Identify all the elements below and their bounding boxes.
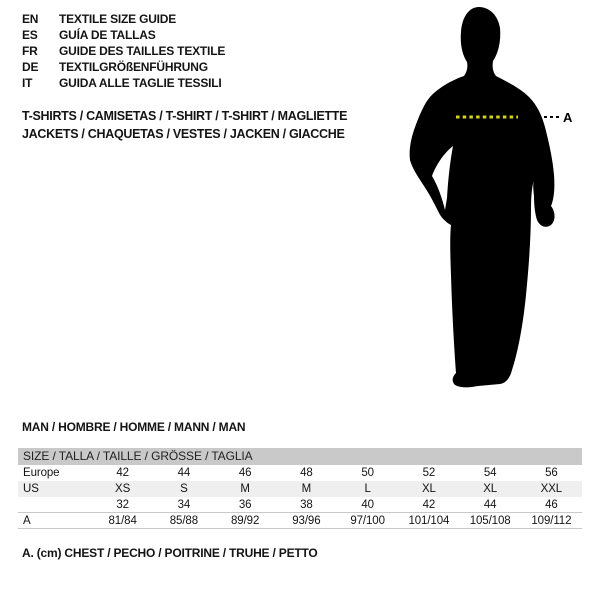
size-value: M xyxy=(301,483,312,495)
size-value: 38 xyxy=(300,499,313,511)
size-value: 93/96 xyxy=(292,515,321,527)
size-value: 109/112 xyxy=(531,515,572,527)
measure-label-a: A xyxy=(563,110,573,125)
size-value: S xyxy=(180,483,188,495)
row-label: Europe xyxy=(23,467,60,479)
language-row xyxy=(22,11,225,27)
language-code: EN xyxy=(22,12,39,26)
language-row xyxy=(22,27,225,43)
language-code: DE xyxy=(22,60,39,74)
row-label xyxy=(18,497,92,512)
man-silhouette xyxy=(410,7,555,387)
size-value: 50 xyxy=(361,467,374,479)
language-row xyxy=(22,43,225,59)
size-value: 105/108 xyxy=(469,515,511,527)
language-row xyxy=(22,75,225,91)
language-title: GUÍA DE TALLAS xyxy=(59,28,156,42)
size-value: XS xyxy=(115,483,131,495)
size-value: XXL xyxy=(540,483,563,495)
size-value: 32 xyxy=(116,499,129,511)
language-row xyxy=(22,59,225,75)
language-title: GUIDE DES TAILLES TEXTILE xyxy=(59,44,226,58)
man-silhouette-figure xyxy=(395,0,600,400)
size-table-header: SIZE / TALLA / TAILLE / GRÖSSE / TAGLIA xyxy=(18,448,582,465)
size-value: 101/104 xyxy=(408,515,450,527)
row-label: A xyxy=(23,515,31,527)
size-value: 40 xyxy=(361,499,374,511)
size-value: 44 xyxy=(177,467,191,479)
size-value: 42 xyxy=(422,499,436,511)
size-value: 46 xyxy=(545,499,558,511)
size-value: 48 xyxy=(300,467,313,479)
size-value: XL xyxy=(421,483,436,495)
size-value: 89/92 xyxy=(230,515,260,527)
table-row-us xyxy=(18,481,582,497)
table-row-numeric xyxy=(18,497,582,513)
row-label: US xyxy=(23,483,39,495)
size-value: M xyxy=(240,483,250,495)
table-row-europe xyxy=(18,465,582,481)
size-table xyxy=(18,448,582,529)
size-value: 36 xyxy=(238,499,252,511)
size-value: 52 xyxy=(422,467,436,479)
language-title: TEXTILGRÖßENFÜHRUNG xyxy=(59,60,208,74)
category-line-tshirts: T-SHIRTS / CAMISETAS / T-SHIRT / T-SHIRT / MAGLIETTE xyxy=(22,109,348,123)
category-line-jackets: JACKETS / CHAQUETAS / VESTES / JACKEN / GIACCHE xyxy=(22,127,345,141)
size-value: 54 xyxy=(483,467,497,479)
garment-categories xyxy=(22,107,347,143)
table-row-chest-a xyxy=(18,513,582,529)
size-value: L xyxy=(364,483,371,495)
language-title: TEXTILE SIZE GUIDE xyxy=(59,12,177,26)
language-code: ES xyxy=(22,28,38,42)
size-value: 85/88 xyxy=(169,515,199,527)
size-value: 81/84 xyxy=(108,515,137,527)
size-value: 42 xyxy=(116,467,129,479)
size-value: XL xyxy=(483,483,498,495)
language-list xyxy=(22,11,225,91)
size-value: 97/100 xyxy=(350,515,385,527)
size-value: 34 xyxy=(177,499,191,511)
language-title: GUIDA ALLE TAGLIE TESSILI xyxy=(59,76,222,90)
section-title-man: MAN / HOMBRE / HOMME / MANN / MAN xyxy=(22,420,246,434)
size-value: 46 xyxy=(238,467,252,479)
size-value: 44 xyxy=(483,499,497,511)
measurement-footnote: A. (cm) CHEST / PECHO / POITRINE / TRUHE / PETTO xyxy=(22,546,318,560)
language-code: FR xyxy=(22,44,38,58)
language-code: IT xyxy=(22,76,33,90)
size-value: 56 xyxy=(545,467,558,479)
